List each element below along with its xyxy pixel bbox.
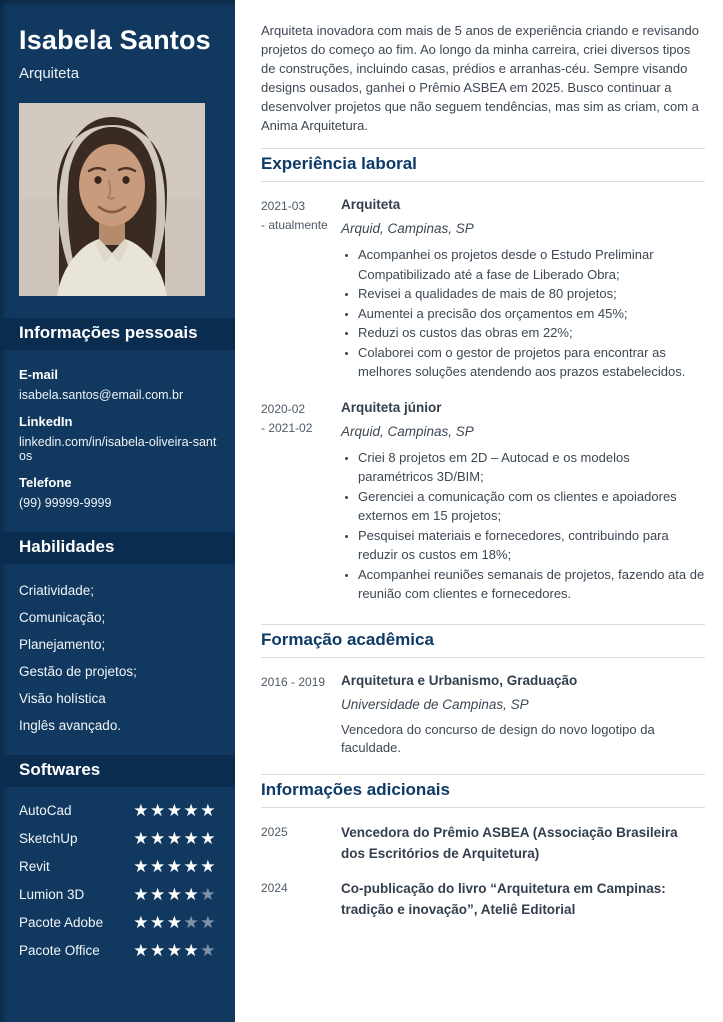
star-rating <box>133 802 217 819</box>
skill-item: Planejamento; <box>19 637 106 652</box>
contact-label: E-mail <box>19 367 59 382</box>
star-empty-icon: ★ <box>200 885 217 904</box>
software-name: Pacote Office <box>19 943 100 958</box>
entry-bullet: • Colaborei com o gestor de projetos para encontrar as melhores soluções atendendo aos prazos estabelecidos. <box>358 343 705 382</box>
sidebar-heading-software <box>0 755 235 787</box>
entry-title: Arquitetura e Urbanismo, Graduação <box>341 672 578 688</box>
section-heading-additional-title: Informações adicionais <box>261 779 450 799</box>
software-name: Pacote Adobe <box>19 915 104 930</box>
skill-item: Visão holística <box>19 691 106 706</box>
entry-body <box>341 195 705 385</box>
star-filled-icon: ★ <box>150 801 167 820</box>
section-heading-education <box>261 624 705 658</box>
additional-entry <box>261 877 705 920</box>
star-rating <box>133 914 217 931</box>
entry-bullet-list <box>341 245 705 382</box>
entry-subtitle: Arquid, Campinas, SP <box>341 423 474 439</box>
contact-label: Telefone <box>19 475 72 490</box>
star-filled-icon: ★ <box>166 829 184 848</box>
software-name: SketchUp <box>19 831 78 846</box>
star-filled-icon: ★ <box>133 857 150 876</box>
entry-date-line: - 2021-02 <box>261 420 313 435</box>
software-row <box>19 802 217 819</box>
star-filled-icon: ★ <box>183 857 201 876</box>
entry-subtitle: Universidade de Campinas, SP <box>341 696 529 712</box>
entry-date-line: 2021-03 <box>261 199 306 213</box>
star-filled-icon: ★ <box>150 829 167 848</box>
star-filled-icon: ★ <box>150 941 167 960</box>
person-job-title: Arquiteta <box>19 65 80 82</box>
software-row <box>19 830 217 847</box>
software-row <box>19 858 217 875</box>
sidebar-heading-personal-info <box>0 318 235 350</box>
entry-bullet-list <box>341 448 705 604</box>
entry-description: Vencedora do concurso de design do novo logotipo da faculdade. <box>341 721 655 755</box>
star-filled-icon: ★ <box>150 913 167 932</box>
entry-date <box>261 821 341 864</box>
contact-value: isabela.santos@email.com.br <box>19 388 184 402</box>
entry-bullet: • Pesquisei materiais e fornecedores, contribuindo para reduzir os custos em 18%; <box>358 526 705 565</box>
contact-value: (99) 99999-9999 <box>19 496 112 510</box>
profile-summary: Arquiteta inovadora com mais de 5 anos de experiência criando e revisando projetos do começo ao fim. Ao longo da minha carreira, criei diversos tipos de construções, incluindo casas, prédios e arranhas-céu. Sempre visando designs ousados, ganhei o Prêmio ASBEA em 2025. Busco continuar a desenvolver projetos que não seguem tendências, mas sim as criam, com a Anima Arquitetura. <box>261 23 699 133</box>
star-rating <box>133 886 217 903</box>
person-name: Isabela Santos <box>19 25 211 55</box>
software-name: Lumion 3D <box>19 887 85 902</box>
star-filled-icon: ★ <box>166 801 184 820</box>
skill-item: Gestão de projetos; <box>19 664 137 679</box>
star-filled-icon: ★ <box>200 829 217 848</box>
experience-entry <box>261 195 705 385</box>
entry-date <box>261 398 341 607</box>
entry-bullet: • Reduzi os custos das obras em 22%; <box>358 323 705 343</box>
profile-photo <box>19 103 205 296</box>
star-filled-icon: ★ <box>133 829 150 848</box>
entry-body <box>341 671 705 757</box>
sidebar <box>0 0 235 1022</box>
star-empty-icon: ★ <box>183 913 201 932</box>
star-filled-icon: ★ <box>166 857 184 876</box>
entry-body <box>341 398 705 607</box>
entry-date-line: 2025 <box>261 824 288 839</box>
entry-date <box>261 195 341 385</box>
section-heading-additional <box>261 774 705 808</box>
star-filled-icon: ★ <box>133 913 150 932</box>
entry-title: Vencedora do Prêmio ASBEA (Associação Brasileira dos Escritórios de Arquitetura) <box>341 824 678 861</box>
star-filled-icon: ★ <box>166 885 184 904</box>
software-row <box>19 942 217 959</box>
software-row <box>19 914 217 931</box>
software-name: Revit <box>19 859 50 874</box>
section-heading-education-title: Formação acadêmica <box>261 629 434 649</box>
entry-date <box>261 671 341 757</box>
software-rating-list <box>0 787 235 959</box>
additional-entry <box>261 821 705 864</box>
star-filled-icon: ★ <box>166 913 184 932</box>
star-filled-icon: ★ <box>183 829 201 848</box>
entry-date <box>261 877 341 920</box>
entry-date-line: 2020-02 <box>261 401 306 416</box>
sidebar-heading-personal-info-label: Informações pessoais <box>19 323 198 342</box>
main-content <box>235 0 723 1022</box>
entry-bullet: • Aumentei a precisão dos orçamentos em 45%; <box>358 304 705 324</box>
entry-bullet: • Revisei a qualidades de mais de 80 projetos; <box>358 284 705 304</box>
contact-item <box>19 414 217 463</box>
contact-item <box>19 367 217 402</box>
entry-bullet: • Acompanhei reuniões semanais de projetos, fazendo ata de reunião com clientes e fornecedores. <box>358 565 705 604</box>
entry-date-line: 2016 - 2019 <box>261 674 326 689</box>
skill-item: Comunicação; <box>19 610 106 625</box>
education-entries <box>261 671 705 757</box>
star-rating <box>133 830 217 847</box>
star-empty-icon: ★ <box>200 913 217 932</box>
entry-date-line: 2024 <box>261 880 288 895</box>
entry-date-line: - atualmente <box>261 218 328 232</box>
entry-title: Arquiteta júnior <box>341 399 442 415</box>
star-filled-icon: ★ <box>183 801 201 820</box>
star-filled-icon: ★ <box>200 801 217 820</box>
star-filled-icon: ★ <box>133 801 150 820</box>
software-name: AutoCad <box>19 803 72 818</box>
sidebar-heading-skills-label: Habilidades <box>19 537 115 556</box>
entry-body <box>341 821 705 864</box>
entry-bullet: • Criei 8 projetos em 2D – Autocad e os modelos paramétricos 3D/BIM; <box>358 448 705 487</box>
entry-subtitle: Arquid, Campinas, SP <box>341 221 474 236</box>
experience-entry <box>261 398 705 607</box>
education-entry <box>261 671 705 757</box>
star-filled-icon: ★ <box>200 857 217 876</box>
entry-title: Co-publicação do livro “Arquitetura em Campinas: tradição e inovação”, Ateliê Editorial <box>341 880 666 917</box>
sidebar-heading-software-label: Softwares <box>19 760 101 779</box>
entry-bullet: • Gerenciei a comunicação com os clientes e apoiadores externos em 15 projetos; <box>358 487 705 526</box>
star-rating <box>133 942 217 959</box>
experience-entries <box>261 195 705 607</box>
software-row <box>19 886 217 903</box>
contact-item <box>19 475 217 510</box>
section-heading-experience <box>261 148 705 182</box>
star-filled-icon: ★ <box>150 885 167 904</box>
section-heading-experience-title: Experiência laboral <box>261 154 417 173</box>
star-filled-icon: ★ <box>133 941 150 960</box>
entry-title: Arquiteta <box>341 197 401 212</box>
skill-item: Criatividade; <box>19 583 95 598</box>
star-filled-icon: ★ <box>150 857 167 876</box>
star-rating <box>133 858 217 875</box>
star-empty-icon: ★ <box>200 941 217 960</box>
entry-body <box>341 877 705 920</box>
contact-list <box>0 350 235 510</box>
star-filled-icon: ★ <box>183 941 201 960</box>
contact-label: LinkedIn <box>19 414 73 429</box>
skill-item: Inglês avançado. <box>19 718 122 733</box>
additional-entries <box>261 821 705 920</box>
contact-value: linkedin.com/in/isabela-oliveira-santos <box>19 435 217 463</box>
star-filled-icon: ★ <box>166 941 184 960</box>
sidebar-heading-skills <box>0 532 235 564</box>
entry-bullet: • Acompanhei os projetos desde o Estudo Preliminar Compatibilizado até a fase de Liberado Obra; <box>358 245 705 284</box>
star-filled-icon: ★ <box>183 885 201 904</box>
star-filled-icon: ★ <box>133 885 150 904</box>
skills-list <box>0 564 235 733</box>
